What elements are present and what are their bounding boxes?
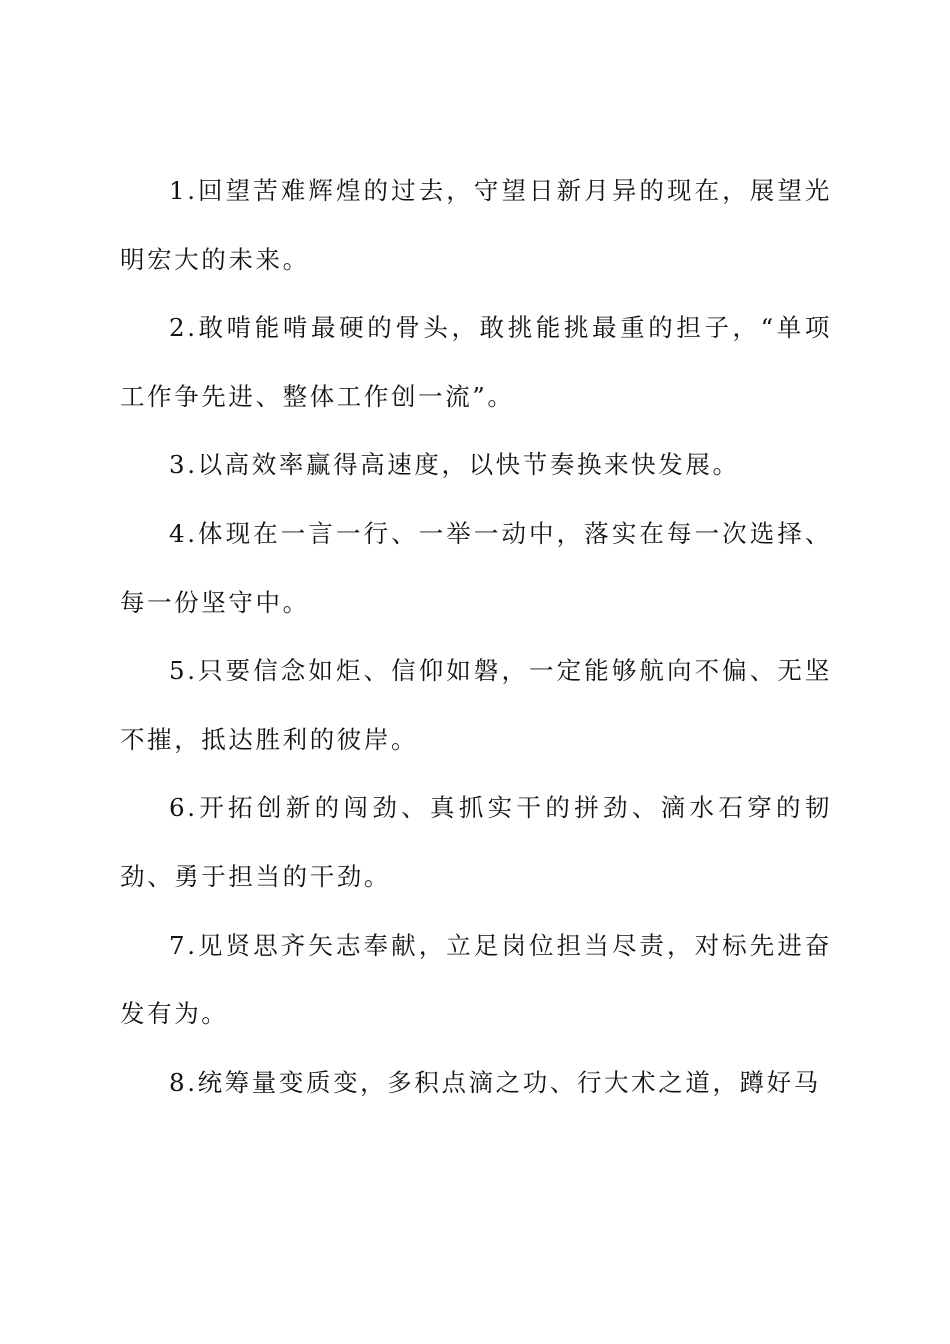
paragraph-8: 8.统筹量变质变，多积点滴之功、行大术之道，蹲好马 bbox=[169, 1067, 821, 1097]
paragraph-3: 3.以高效率赢得高速度，以快节奏换来快发展。 bbox=[169, 450, 740, 480]
paragraph-2: 2.敢啃能啃最硬的骨头，敢挑能挑最重的担子，“单项工作争先进、整体工作创一流”。 bbox=[120, 313, 832, 411]
document-body bbox=[120, 157, 832, 1117]
paragraph-4: 4.体现在一言一行、一举一动中，落实在每一次选择、每一份坚守中。 bbox=[120, 518, 832, 617]
paragraph-1: 1.回望苦难辉煌的过去，守望日新月异的现在，展望光明宏大的未来。 bbox=[120, 176, 832, 274]
paragraph-7: 7.见贤思齐矢志奉献，立足岗位担当尽责，对标先进奋发有为。 bbox=[120, 930, 832, 1029]
paragraph-6: 6.开拓创新的闯劲、真抓实干的拼劲、滴水石穿的韧劲、勇于担当的干劲。 bbox=[120, 793, 832, 891]
paragraph-5: 5.只要信念如炬、信仰如磐，一定能够航向不偏、无坚不摧，抵达胜利的彼岸。 bbox=[120, 656, 832, 754]
